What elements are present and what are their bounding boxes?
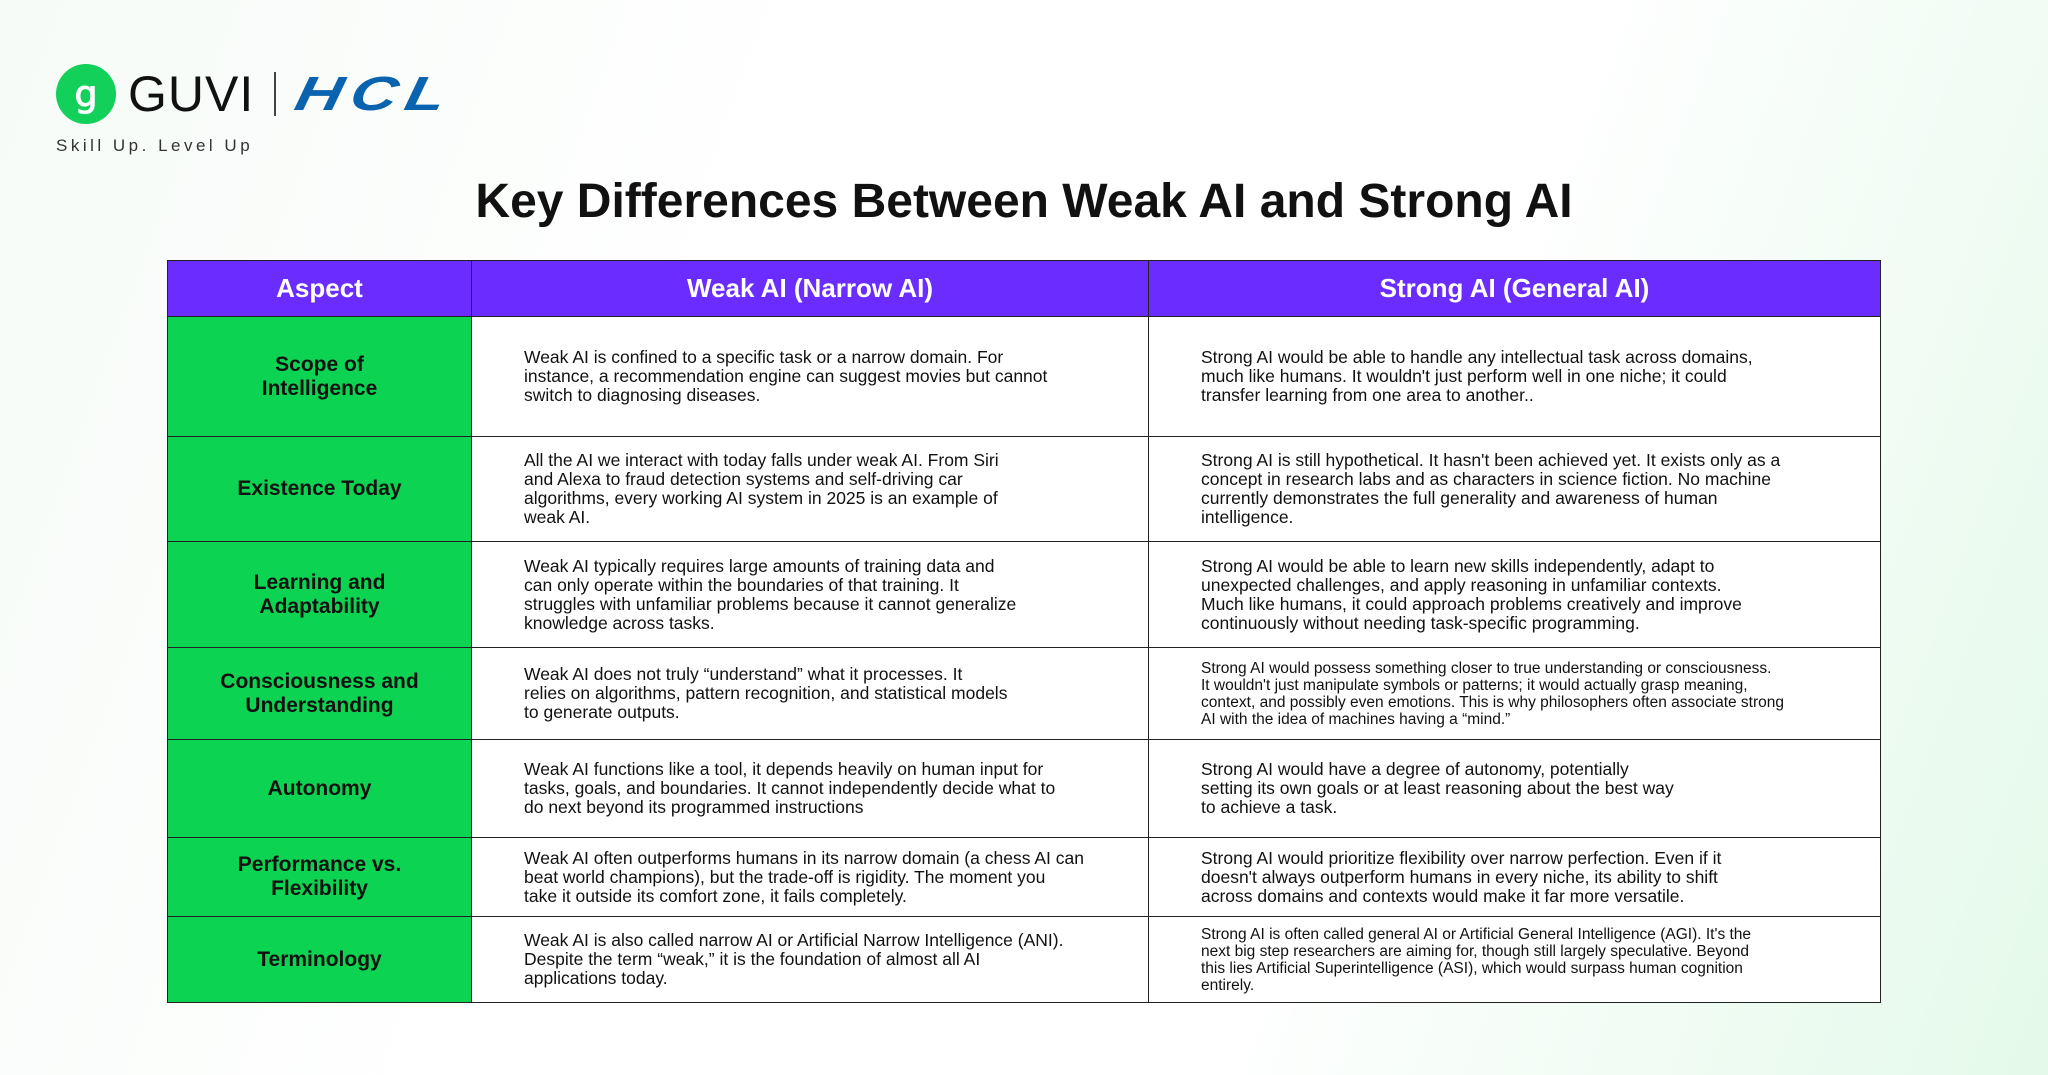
brand-logo xyxy=(56,64,460,124)
table-row xyxy=(168,542,1881,648)
tagline: Skill Up. Level Up xyxy=(56,136,254,155)
hcl-wordmark: HCL xyxy=(290,67,460,121)
page-title: Key Differences Between Weak AI and Strong AI xyxy=(475,175,1573,228)
aspect-cell: Learning and Adaptability xyxy=(168,542,472,648)
logo-divider xyxy=(274,72,276,116)
header-aspect: Aspect xyxy=(168,261,472,317)
aspect-cell: Terminology xyxy=(168,917,472,1003)
aspect-cell: Performance vs. Flexibility xyxy=(168,838,472,917)
aspect-cell: Autonomy xyxy=(168,740,472,838)
weak-ai-cell: Weak AI is confined to a specific task or a narrow domain. For instance, a recommendation engine can suggest movies but cannot switch to diagnosing diseases. xyxy=(472,317,1149,437)
strong-ai-cell: Strong AI is still hypothetical. It hasn't been achieved yet. It exists only as a concept in research labs and as characters in science fiction. No machine currently demonstrates the full generality and awareness of human intelligence. xyxy=(1149,437,1881,542)
weak-ai-cell: All the AI we interact with today falls under weak AI. From Siri and Alexa to fraud detection systems and self-driving car algorithms, every working AI system in 2025 is an example of weak AI. xyxy=(472,437,1149,542)
guvi-logo-icon: ց xyxy=(56,64,116,124)
aspect-cell: Scope of Intelligence xyxy=(168,317,472,437)
header-weak-ai: Weak AI (Narrow AI) xyxy=(472,261,1149,317)
table-row xyxy=(168,917,1881,1003)
aspect-cell: Consciousness and Understanding xyxy=(168,648,472,740)
guvi-wordmark: GUVI xyxy=(128,66,255,122)
table-row xyxy=(168,648,1881,740)
strong-ai-cell: Strong AI would be able to learn new skills independently, adapt to unexpected challenges, and apply reasoning in unfamiliar contexts. Much like humans, it could approach problems creatively and improve continuously without needing task-specific programming. xyxy=(1149,542,1881,648)
strong-ai-cell: Strong AI is often called general AI or Artificial General Intelligence (AGI). It's the next big step researchers are aiming for, though still largely speculative. Beyond this lies Artificial Superintelligence (ASI), which would surpass human cognition entirely. xyxy=(1149,917,1881,1003)
table-row xyxy=(168,740,1881,838)
weak-ai-cell: Weak AI functions like a tool, it depends heavily on human input for tasks, goals, and boundaries. It cannot independently decide what to do next beyond its programmed instructions xyxy=(472,740,1149,838)
header-strong-ai: Strong AI (General AI) xyxy=(1149,261,1881,317)
aspect-cell: Existence Today xyxy=(168,437,472,542)
table-row xyxy=(168,437,1881,542)
weak-ai-cell: Weak AI does not truly “understand” what it processes. It relies on algorithms, pattern recognition, and statistical models to generate outputs. xyxy=(472,648,1149,740)
table-row xyxy=(168,317,1881,437)
strong-ai-cell: Strong AI would possess something closer to true understanding or consciousness. It wouldn't just manipulate symbols or patterns; it would actually grasp meaning, context, and possibly even emotions. This is why philosophers often associate strong AI with the idea of machines having a “mind.” xyxy=(1149,648,1881,740)
comparison-table xyxy=(167,260,1881,1003)
table-row xyxy=(168,838,1881,917)
strong-ai-cell: Strong AI would be able to handle any intellectual task across domains, much like humans. It wouldn't just perform well in one niche; it could transfer learning from one area to another.. xyxy=(1149,317,1881,437)
strong-ai-cell: Strong AI would prioritize flexibility over narrow perfection. Even if it doesn't always outperform humans in every niche, its ability to shift across domains and contexts would make it far more versatile. xyxy=(1149,838,1881,917)
strong-ai-cell: Strong AI would have a degree of autonomy, potentially setting its own goals or at least reasoning about the best way to achieve a task. xyxy=(1149,740,1881,838)
weak-ai-cell: Weak AI is also called narrow AI or Artificial Narrow Intelligence (ANI). Despite the term “weak,” it is the foundation of almost all AI applications today. xyxy=(472,917,1149,1003)
table-header-row xyxy=(168,261,1881,317)
weak-ai-cell: Weak AI often outperforms humans in its narrow domain (a chess AI can beat world champions), but the trade-off is rigidity. The moment you take it outside its comfort zone, it fails completely. xyxy=(472,838,1149,917)
weak-ai-cell: Weak AI typically requires large amounts of training data and can only operate within the boundaries of that training. It struggles with unfamiliar problems because it cannot generalize knowledge across tasks. xyxy=(472,542,1149,648)
